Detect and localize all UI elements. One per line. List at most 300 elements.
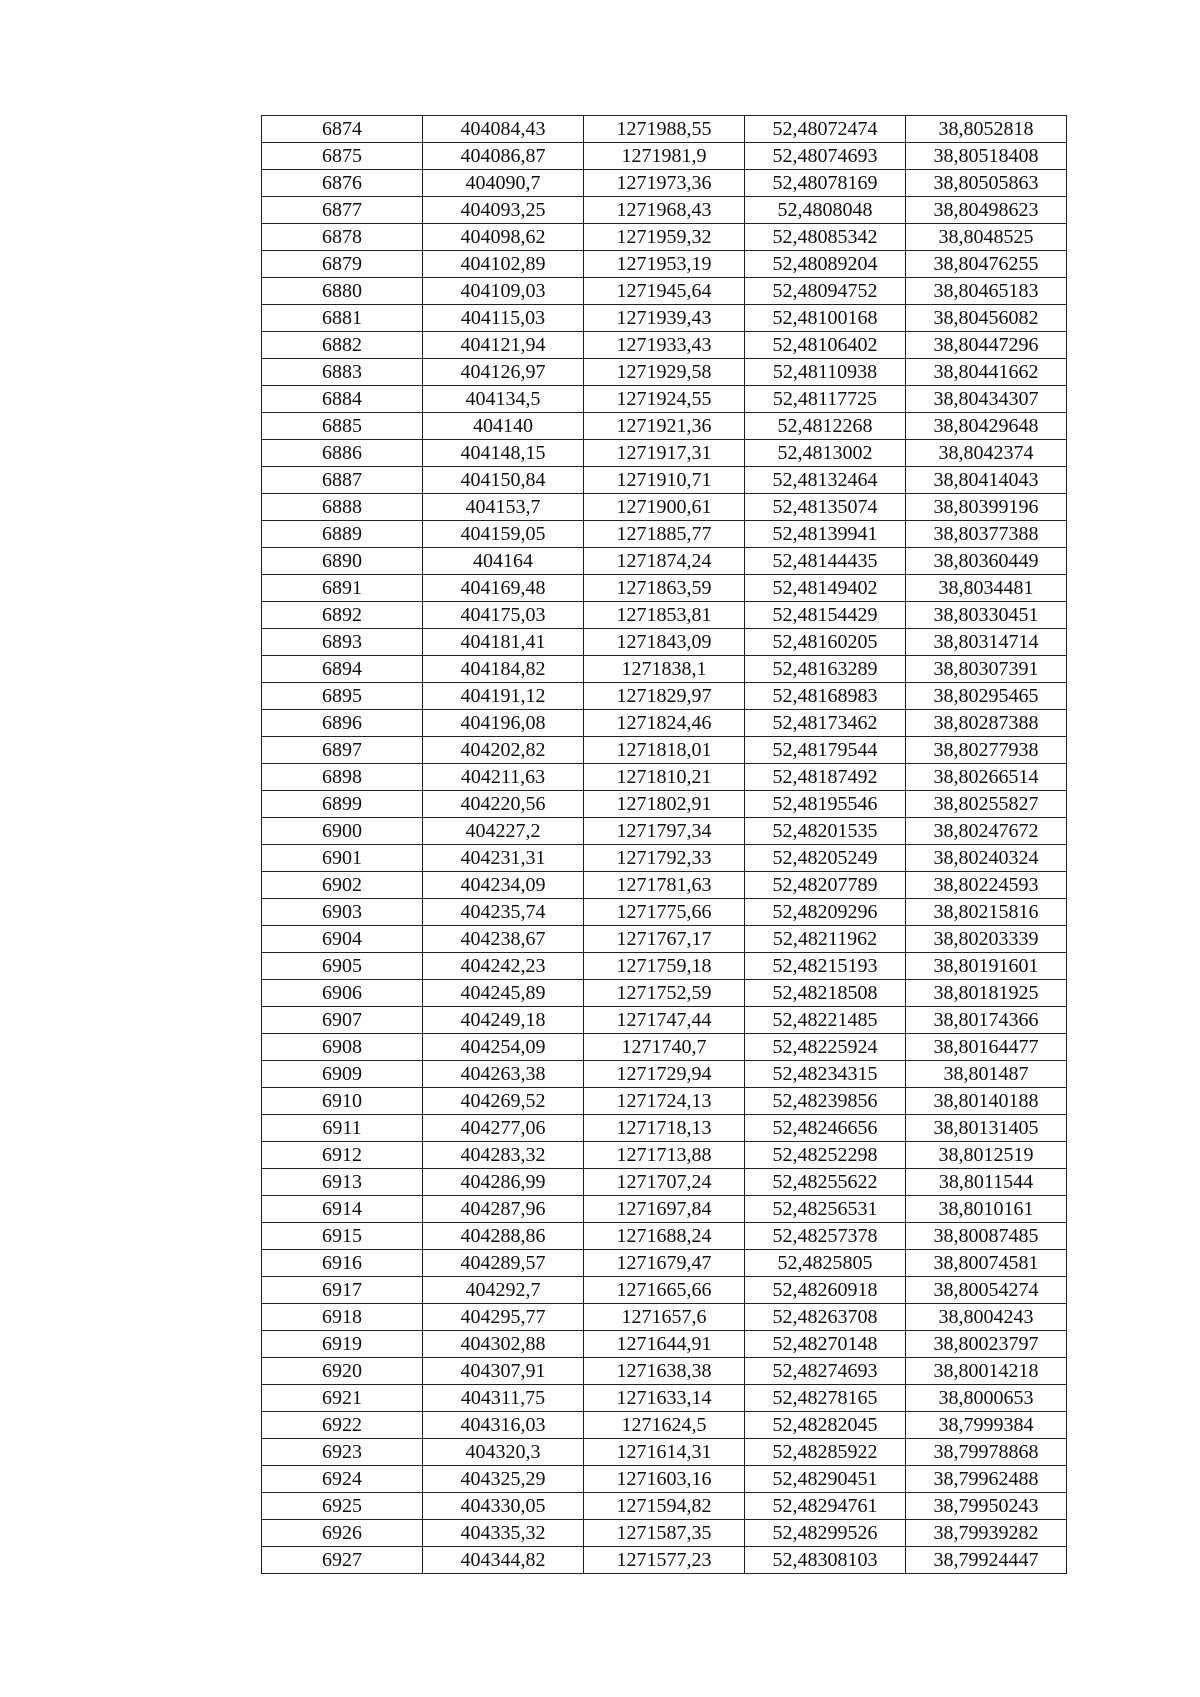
point-number-cell: 6882 [262, 332, 423, 359]
longitude-cell: 38,80456082 [906, 305, 1067, 332]
x-coordinate-cell: 404311,75 [423, 1385, 584, 1412]
coordinates-table [261, 115, 1067, 1574]
longitude-cell: 38,80434307 [906, 386, 1067, 413]
latitude-cell: 52,48260918 [745, 1277, 906, 1304]
y-coordinate-cell: 1271718,13 [584, 1115, 745, 1142]
latitude-cell: 52,48168983 [745, 683, 906, 710]
latitude-cell: 52,48144435 [745, 548, 906, 575]
latitude-cell: 52,48294761 [745, 1493, 906, 1520]
table-row [262, 710, 1067, 737]
x-coordinate-cell: 404196,08 [423, 710, 584, 737]
longitude-cell: 38,8034481 [906, 575, 1067, 602]
x-coordinate-cell: 404227,2 [423, 818, 584, 845]
table-row [262, 818, 1067, 845]
y-coordinate-cell: 1271759,18 [584, 953, 745, 980]
x-coordinate-cell: 404292,7 [423, 1277, 584, 1304]
latitude-cell: 52,48072474 [745, 116, 906, 143]
x-coordinate-cell: 404242,23 [423, 953, 584, 980]
longitude-cell: 38,8004243 [906, 1304, 1067, 1331]
x-coordinate-cell: 404254,09 [423, 1034, 584, 1061]
x-coordinate-cell: 404150,84 [423, 467, 584, 494]
x-coordinate-cell: 404286,99 [423, 1169, 584, 1196]
latitude-cell: 52,48270148 [745, 1331, 906, 1358]
latitude-cell: 52,48195546 [745, 791, 906, 818]
y-coordinate-cell: 1271624,5 [584, 1412, 745, 1439]
point-number-cell: 6925 [262, 1493, 423, 1520]
point-number-cell: 6887 [262, 467, 423, 494]
latitude-cell: 52,48209296 [745, 899, 906, 926]
table-row [262, 251, 1067, 278]
table-row [262, 332, 1067, 359]
table-row [262, 116, 1067, 143]
table-row [262, 1412, 1067, 1439]
point-number-cell: 6879 [262, 251, 423, 278]
x-coordinate-cell: 404231,31 [423, 845, 584, 872]
y-coordinate-cell: 1271697,84 [584, 1196, 745, 1223]
y-coordinate-cell: 1271665,66 [584, 1277, 745, 1304]
x-coordinate-cell: 404211,63 [423, 764, 584, 791]
table-row [262, 899, 1067, 926]
y-coordinate-cell: 1271910,71 [584, 467, 745, 494]
latitude-cell: 52,48094752 [745, 278, 906, 305]
longitude-cell: 38,79962488 [906, 1466, 1067, 1493]
point-number-cell: 6890 [262, 548, 423, 575]
point-number-cell: 6892 [262, 602, 423, 629]
y-coordinate-cell: 1271688,24 [584, 1223, 745, 1250]
latitude-cell: 52,48290451 [745, 1466, 906, 1493]
table-row [262, 1466, 1067, 1493]
table-row [262, 143, 1067, 170]
table-row [262, 413, 1067, 440]
table-row [262, 1331, 1067, 1358]
table-row [262, 1196, 1067, 1223]
longitude-cell: 38,80191601 [906, 953, 1067, 980]
latitude-cell: 52,48218508 [745, 980, 906, 1007]
longitude-cell: 38,80307391 [906, 656, 1067, 683]
longitude-cell: 38,80054274 [906, 1277, 1067, 1304]
table-row [262, 467, 1067, 494]
y-coordinate-cell: 1271900,61 [584, 494, 745, 521]
x-coordinate-cell: 404148,15 [423, 440, 584, 467]
longitude-cell: 38,80447296 [906, 332, 1067, 359]
latitude-cell: 52,48255622 [745, 1169, 906, 1196]
y-coordinate-cell: 1271824,46 [584, 710, 745, 737]
point-number-cell: 6898 [262, 764, 423, 791]
latitude-cell: 52,48135074 [745, 494, 906, 521]
x-coordinate-cell: 404115,03 [423, 305, 584, 332]
point-number-cell: 6916 [262, 1250, 423, 1277]
x-coordinate-cell: 404090,7 [423, 170, 584, 197]
y-coordinate-cell: 1271953,19 [584, 251, 745, 278]
y-coordinate-cell: 1271638,38 [584, 1358, 745, 1385]
latitude-cell: 52,48263708 [745, 1304, 906, 1331]
x-coordinate-cell: 404220,56 [423, 791, 584, 818]
table-row [262, 791, 1067, 818]
table-row [262, 1061, 1067, 1088]
point-number-cell: 6923 [262, 1439, 423, 1466]
longitude-cell: 38,80360449 [906, 548, 1067, 575]
x-coordinate-cell: 404202,82 [423, 737, 584, 764]
point-number-cell: 6901 [262, 845, 423, 872]
table-row [262, 1304, 1067, 1331]
y-coordinate-cell: 1271981,9 [584, 143, 745, 170]
y-coordinate-cell: 1271644,91 [584, 1331, 745, 1358]
x-coordinate-cell: 404159,05 [423, 521, 584, 548]
x-coordinate-cell: 404140 [423, 413, 584, 440]
y-coordinate-cell: 1271767,17 [584, 926, 745, 953]
point-number-cell: 6902 [262, 872, 423, 899]
x-coordinate-cell: 404134,5 [423, 386, 584, 413]
point-number-cell: 6876 [262, 170, 423, 197]
latitude-cell: 52,48215193 [745, 953, 906, 980]
table-row [262, 1547, 1067, 1574]
latitude-cell: 52,48173462 [745, 710, 906, 737]
table-row [262, 656, 1067, 683]
table-row [262, 845, 1067, 872]
longitude-cell: 38,80505863 [906, 170, 1067, 197]
y-coordinate-cell: 1271818,01 [584, 737, 745, 764]
table-row [262, 953, 1067, 980]
table-row [262, 1223, 1067, 1250]
point-number-cell: 6920 [262, 1358, 423, 1385]
y-coordinate-cell: 1271657,6 [584, 1304, 745, 1331]
latitude-cell: 52,48100168 [745, 305, 906, 332]
table-row [262, 737, 1067, 764]
longitude-cell: 38,79950243 [906, 1493, 1067, 1520]
y-coordinate-cell: 1271752,59 [584, 980, 745, 1007]
latitude-cell: 52,48179544 [745, 737, 906, 764]
latitude-cell: 52,48205249 [745, 845, 906, 872]
table-row [262, 170, 1067, 197]
table-row [262, 629, 1067, 656]
x-coordinate-cell: 404330,05 [423, 1493, 584, 1520]
y-coordinate-cell: 1271945,64 [584, 278, 745, 305]
y-coordinate-cell: 1271802,91 [584, 791, 745, 818]
y-coordinate-cell: 1271724,13 [584, 1088, 745, 1115]
x-coordinate-cell: 404289,57 [423, 1250, 584, 1277]
y-coordinate-cell: 1271959,32 [584, 224, 745, 251]
latitude-cell: 52,4825805 [745, 1250, 906, 1277]
y-coordinate-cell: 1271853,81 [584, 602, 745, 629]
latitude-cell: 52,4808048 [745, 197, 906, 224]
y-coordinate-cell: 1271603,16 [584, 1466, 745, 1493]
y-coordinate-cell: 1271781,63 [584, 872, 745, 899]
x-coordinate-cell: 404164 [423, 548, 584, 575]
latitude-cell: 52,48117725 [745, 386, 906, 413]
point-number-cell: 6905 [262, 953, 423, 980]
latitude-cell: 52,48257378 [745, 1223, 906, 1250]
longitude-cell: 38,801487 [906, 1061, 1067, 1088]
point-number-cell: 6881 [262, 305, 423, 332]
latitude-cell: 52,48225924 [745, 1034, 906, 1061]
latitude-cell: 52,48078169 [745, 170, 906, 197]
point-number-cell: 6897 [262, 737, 423, 764]
latitude-cell: 52,48278165 [745, 1385, 906, 1412]
table-row [262, 1115, 1067, 1142]
longitude-cell: 38,80266514 [906, 764, 1067, 791]
latitude-cell: 52,48149402 [745, 575, 906, 602]
y-coordinate-cell: 1271929,58 [584, 359, 745, 386]
table-row [262, 575, 1067, 602]
table-row [262, 1250, 1067, 1277]
y-coordinate-cell: 1271747,44 [584, 1007, 745, 1034]
table-row [262, 1520, 1067, 1547]
longitude-cell: 38,80074581 [906, 1250, 1067, 1277]
latitude-cell: 52,48207789 [745, 872, 906, 899]
point-number-cell: 6914 [262, 1196, 423, 1223]
latitude-cell: 52,48234315 [745, 1061, 906, 1088]
x-coordinate-cell: 404191,12 [423, 683, 584, 710]
point-number-cell: 6918 [262, 1304, 423, 1331]
latitude-cell: 52,48074693 [745, 143, 906, 170]
x-coordinate-cell: 404184,82 [423, 656, 584, 683]
y-coordinate-cell: 1271885,77 [584, 521, 745, 548]
y-coordinate-cell: 1271921,36 [584, 413, 745, 440]
x-coordinate-cell: 404245,89 [423, 980, 584, 1007]
table-row [262, 278, 1067, 305]
longitude-cell: 38,7999384 [906, 1412, 1067, 1439]
x-coordinate-cell: 404102,89 [423, 251, 584, 278]
y-coordinate-cell: 1271810,21 [584, 764, 745, 791]
latitude-cell: 52,48299526 [745, 1520, 906, 1547]
x-coordinate-cell: 404335,32 [423, 1520, 584, 1547]
x-coordinate-cell: 404316,03 [423, 1412, 584, 1439]
table-row [262, 683, 1067, 710]
y-coordinate-cell: 1271577,23 [584, 1547, 745, 1574]
point-number-cell: 6875 [262, 143, 423, 170]
y-coordinate-cell: 1271633,14 [584, 1385, 745, 1412]
table-row [262, 197, 1067, 224]
longitude-cell: 38,80429648 [906, 413, 1067, 440]
latitude-cell: 52,48211962 [745, 926, 906, 953]
y-coordinate-cell: 1271973,36 [584, 170, 745, 197]
longitude-cell: 38,8011544 [906, 1169, 1067, 1196]
longitude-cell: 38,8052818 [906, 116, 1067, 143]
point-number-cell: 6919 [262, 1331, 423, 1358]
point-number-cell: 6907 [262, 1007, 423, 1034]
latitude-cell: 52,48239856 [745, 1088, 906, 1115]
point-number-cell: 6921 [262, 1385, 423, 1412]
x-coordinate-cell: 404320,3 [423, 1439, 584, 1466]
longitude-cell: 38,80014218 [906, 1358, 1067, 1385]
table-row [262, 1088, 1067, 1115]
table-row [262, 440, 1067, 467]
y-coordinate-cell: 1271838,1 [584, 656, 745, 683]
longitude-cell: 38,80314714 [906, 629, 1067, 656]
longitude-cell: 38,80174366 [906, 1007, 1067, 1034]
point-number-cell: 6878 [262, 224, 423, 251]
longitude-cell: 38,80498623 [906, 197, 1067, 224]
y-coordinate-cell: 1271587,35 [584, 1520, 745, 1547]
latitude-cell: 52,48282045 [745, 1412, 906, 1439]
table-row [262, 1169, 1067, 1196]
latitude-cell: 52,48274693 [745, 1358, 906, 1385]
longitude-cell: 38,80330451 [906, 602, 1067, 629]
y-coordinate-cell: 1271713,88 [584, 1142, 745, 1169]
longitude-cell: 38,80518408 [906, 143, 1067, 170]
y-coordinate-cell: 1271939,43 [584, 305, 745, 332]
point-number-cell: 6896 [262, 710, 423, 737]
table-row [262, 1439, 1067, 1466]
x-coordinate-cell: 404235,74 [423, 899, 584, 926]
table-row [262, 1385, 1067, 1412]
longitude-cell: 38,8000653 [906, 1385, 1067, 1412]
latitude-cell: 52,48160205 [745, 629, 906, 656]
longitude-cell: 38,80164477 [906, 1034, 1067, 1061]
longitude-cell: 38,80140188 [906, 1088, 1067, 1115]
longitude-cell: 38,80131405 [906, 1115, 1067, 1142]
point-number-cell: 6913 [262, 1169, 423, 1196]
latitude-cell: 52,48187492 [745, 764, 906, 791]
x-coordinate-cell: 404169,48 [423, 575, 584, 602]
longitude-cell: 38,80087485 [906, 1223, 1067, 1250]
table-row [262, 1277, 1067, 1304]
latitude-cell: 52,48201535 [745, 818, 906, 845]
table-row [262, 548, 1067, 575]
longitude-cell: 38,79939282 [906, 1520, 1067, 1547]
latitude-cell: 52,48285922 [745, 1439, 906, 1466]
longitude-cell: 38,79978868 [906, 1439, 1067, 1466]
point-number-cell: 6895 [262, 683, 423, 710]
point-number-cell: 6911 [262, 1115, 423, 1142]
x-coordinate-cell: 404086,87 [423, 143, 584, 170]
x-coordinate-cell: 404098,62 [423, 224, 584, 251]
table-row [262, 602, 1067, 629]
latitude-cell: 52,4813002 [745, 440, 906, 467]
point-number-cell: 6903 [262, 899, 423, 926]
y-coordinate-cell: 1271917,31 [584, 440, 745, 467]
longitude-cell: 38,8042374 [906, 440, 1067, 467]
x-coordinate-cell: 404307,91 [423, 1358, 584, 1385]
coordinates-table-body [262, 116, 1067, 1574]
point-number-cell: 6883 [262, 359, 423, 386]
table-row [262, 1007, 1067, 1034]
point-number-cell: 6891 [262, 575, 423, 602]
table-row [262, 1493, 1067, 1520]
latitude-cell: 52,48221485 [745, 1007, 906, 1034]
longitude-cell: 38,80181925 [906, 980, 1067, 1007]
point-number-cell: 6904 [262, 926, 423, 953]
y-coordinate-cell: 1271797,34 [584, 818, 745, 845]
x-coordinate-cell: 404287,96 [423, 1196, 584, 1223]
point-number-cell: 6915 [262, 1223, 423, 1250]
latitude-cell: 52,48256531 [745, 1196, 906, 1223]
table-row [262, 494, 1067, 521]
latitude-cell: 52,48308103 [745, 1547, 906, 1574]
table-row [262, 980, 1067, 1007]
point-number-cell: 6884 [262, 386, 423, 413]
point-number-cell: 6906 [262, 980, 423, 1007]
point-number-cell: 6894 [262, 656, 423, 683]
longitude-cell: 38,80215816 [906, 899, 1067, 926]
y-coordinate-cell: 1271594,82 [584, 1493, 745, 1520]
y-coordinate-cell: 1271843,09 [584, 629, 745, 656]
latitude-cell: 52,48089204 [745, 251, 906, 278]
point-number-cell: 6917 [262, 1277, 423, 1304]
table-row [262, 521, 1067, 548]
table-row [262, 224, 1067, 251]
point-number-cell: 6908 [262, 1034, 423, 1061]
x-coordinate-cell: 404283,32 [423, 1142, 584, 1169]
x-coordinate-cell: 404126,97 [423, 359, 584, 386]
longitude-cell: 38,80255827 [906, 791, 1067, 818]
x-coordinate-cell: 404238,67 [423, 926, 584, 953]
y-coordinate-cell: 1271863,59 [584, 575, 745, 602]
latitude-cell: 52,48106402 [745, 332, 906, 359]
point-number-cell: 6885 [262, 413, 423, 440]
y-coordinate-cell: 1271933,43 [584, 332, 745, 359]
y-coordinate-cell: 1271775,66 [584, 899, 745, 926]
latitude-cell: 52,48252298 [745, 1142, 906, 1169]
point-number-cell: 6926 [262, 1520, 423, 1547]
longitude-cell: 38,80240324 [906, 845, 1067, 872]
point-number-cell: 6927 [262, 1547, 423, 1574]
table-row [262, 926, 1067, 953]
longitude-cell: 38,80441662 [906, 359, 1067, 386]
point-number-cell: 6899 [262, 791, 423, 818]
y-coordinate-cell: 1271740,7 [584, 1034, 745, 1061]
x-coordinate-cell: 404249,18 [423, 1007, 584, 1034]
point-number-cell: 6924 [262, 1466, 423, 1493]
x-coordinate-cell: 404153,7 [423, 494, 584, 521]
point-number-cell: 6900 [262, 818, 423, 845]
x-coordinate-cell: 404277,06 [423, 1115, 584, 1142]
longitude-cell: 38,80465183 [906, 278, 1067, 305]
y-coordinate-cell: 1271707,24 [584, 1169, 745, 1196]
latitude-cell: 52,48139941 [745, 521, 906, 548]
x-coordinate-cell: 404288,86 [423, 1223, 584, 1250]
longitude-cell: 38,80295465 [906, 683, 1067, 710]
longitude-cell: 38,80203339 [906, 926, 1067, 953]
longitude-cell: 38,80399196 [906, 494, 1067, 521]
x-coordinate-cell: 404181,41 [423, 629, 584, 656]
longitude-cell: 38,79924447 [906, 1547, 1067, 1574]
x-coordinate-cell: 404325,29 [423, 1466, 584, 1493]
latitude-cell: 52,48110938 [745, 359, 906, 386]
y-coordinate-cell: 1271988,55 [584, 116, 745, 143]
latitude-cell: 52,4812268 [745, 413, 906, 440]
point-number-cell: 6886 [262, 440, 423, 467]
x-coordinate-cell: 404263,38 [423, 1061, 584, 1088]
point-number-cell: 6888 [262, 494, 423, 521]
latitude-cell: 52,48163289 [745, 656, 906, 683]
longitude-cell: 38,80414043 [906, 467, 1067, 494]
longitude-cell: 38,8012519 [906, 1142, 1067, 1169]
y-coordinate-cell: 1271679,47 [584, 1250, 745, 1277]
table-row [262, 305, 1067, 332]
y-coordinate-cell: 1271874,24 [584, 548, 745, 575]
y-coordinate-cell: 1271829,97 [584, 683, 745, 710]
longitude-cell: 38,80476255 [906, 251, 1067, 278]
longitude-cell: 38,80377388 [906, 521, 1067, 548]
longitude-cell: 38,80247672 [906, 818, 1067, 845]
longitude-cell: 38,80023797 [906, 1331, 1067, 1358]
table-row [262, 386, 1067, 413]
point-number-cell: 6909 [262, 1061, 423, 1088]
latitude-cell: 52,48246656 [745, 1115, 906, 1142]
x-coordinate-cell: 404302,88 [423, 1331, 584, 1358]
longitude-cell: 38,8010161 [906, 1196, 1067, 1223]
point-number-cell: 6880 [262, 278, 423, 305]
x-coordinate-cell: 404344,82 [423, 1547, 584, 1574]
point-number-cell: 6877 [262, 197, 423, 224]
x-coordinate-cell: 404234,09 [423, 872, 584, 899]
table-row [262, 359, 1067, 386]
y-coordinate-cell: 1271968,43 [584, 197, 745, 224]
longitude-cell: 38,80224593 [906, 872, 1067, 899]
x-coordinate-cell: 404093,25 [423, 197, 584, 224]
point-number-cell: 6912 [262, 1142, 423, 1169]
